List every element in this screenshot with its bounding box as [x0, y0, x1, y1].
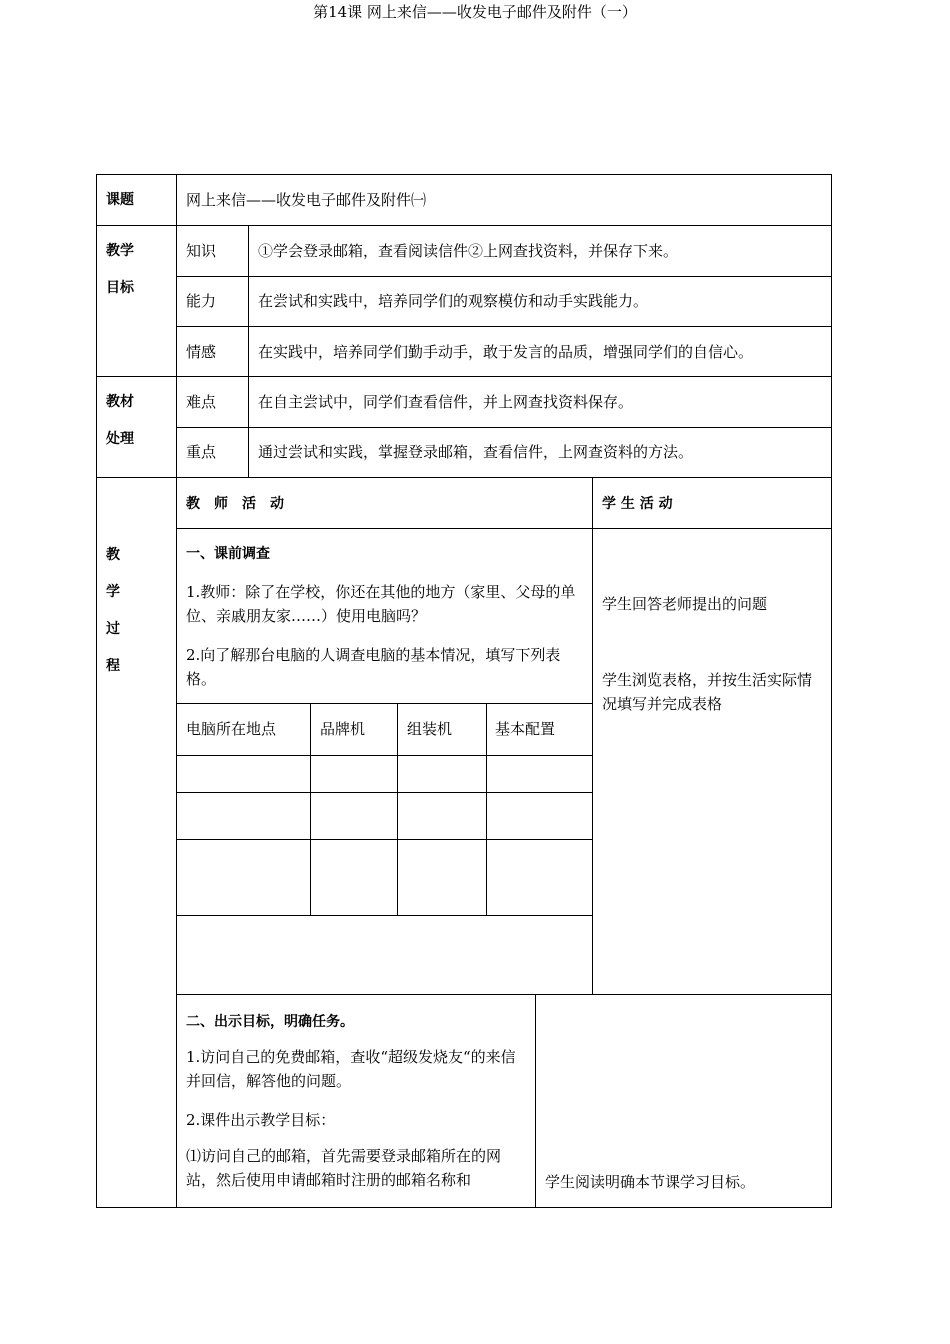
survey-row-divider	[176, 792, 592, 793]
survey-header: 电脑所在地点	[186, 720, 277, 738]
survey-col-divider	[486, 703, 487, 916]
student-activity-text: 学生回答老师提出的问题	[602, 595, 768, 613]
section1-paragraph: 2.向了解那台电脑的人调查电脑的基本情况，填写下列表格。	[186, 646, 561, 688]
sub-row-divider	[176, 326, 832, 327]
label-column-divider	[176, 174, 177, 1208]
survey-header: 组装机	[407, 720, 453, 738]
material-text-key-point: 通过尝试和实践，掌握登录邮箱，查看信件，上网查资料的方法。	[258, 443, 694, 461]
survey-col-divider	[397, 703, 398, 916]
topic-label: 课题	[106, 192, 134, 208]
page-title: 第14课 网上来信——收发电子邮件及附件（一）	[313, 3, 637, 21]
sub-row-divider	[176, 427, 832, 428]
table-border-left	[96, 174, 97, 1208]
section-divider	[176, 994, 832, 995]
goal-name-emotion: 情感	[186, 343, 217, 361]
table-border-bottom	[96, 1207, 832, 1208]
section2-paragraph: ⑴访问自己的邮箱，首先需要登录邮箱所在的网站，然后使用申请邮箱时注册的邮箱名称和	[186, 1147, 502, 1189]
table-border-right	[831, 174, 832, 1208]
survey-table-bottom	[176, 915, 592, 916]
process-label-char: 过	[106, 621, 120, 637]
goal-text-knowledge: ①学会登录邮箱，查看阅读信件②上网查找资料，并保存下来。	[258, 242, 679, 260]
survey-table-top	[176, 703, 592, 704]
survey-col-divider	[310, 703, 311, 916]
row-divider	[96, 225, 832, 226]
process-label-char: 教	[106, 547, 120, 563]
sub-row-divider	[176, 276, 832, 277]
header-divider	[176, 528, 832, 529]
process-label-char: 学	[106, 584, 120, 600]
material-label-2: 处理	[106, 431, 134, 447]
goals-label-2: 目标	[106, 280, 134, 296]
section2-heading: 二、出示目标，明确任务。	[186, 1014, 354, 1030]
survey-row-divider	[176, 755, 592, 756]
table-border-top	[96, 174, 832, 175]
section1-heading: 一、课前调查	[186, 546, 270, 562]
process-label-char: 程	[106, 658, 120, 674]
topic-value: 网上来信——收发电子邮件及附件㈠	[186, 191, 427, 209]
student-activity-text: 学生阅读明确本节课学习目标。	[545, 1173, 756, 1191]
material-label-1: 教材	[106, 394, 134, 410]
teacher-student-divider	[592, 477, 593, 995]
material-name-difficulty: 难点	[186, 393, 217, 411]
material-text-difficulty: 在自主尝试中，同学们查看信件，并上网查找资料保存。	[258, 393, 634, 411]
goal-text-emotion: 在实践中，培养同学们勤手动手，敢于发言的品质，增强同学们的自信心。	[258, 343, 754, 361]
row-divider	[96, 376, 832, 377]
sub-label-divider	[248, 225, 249, 478]
student-activity-header: 学 生 活 动	[602, 496, 673, 512]
section2-paragraph: 1.访问自己的免费邮箱，查收“超级发烧友“的来信并回信，解答他的问题。	[186, 1048, 516, 1090]
survey-header: 基本配置	[495, 720, 556, 738]
survey-row-divider	[176, 839, 592, 840]
goal-name-knowledge: 知识	[186, 242, 217, 260]
teacher-student-divider-2	[535, 994, 536, 1208]
goal-text-ability: 在尝试和实践中，培养同学们的观察模仿和动手实践能力。	[258, 292, 649, 310]
section2-paragraph: 2.课件出示教学目标：	[186, 1111, 336, 1129]
goals-label-1: 教学	[106, 243, 134, 259]
row-divider	[96, 477, 832, 478]
section1-paragraph: 1.教师：除了在学校，你还在其他的地方（家里、父母的单位、亲戚朋友家……）使用电脑吗？	[186, 583, 576, 625]
material-name-key-point: 重点	[186, 443, 217, 461]
survey-header: 品牌机	[320, 720, 366, 738]
student-activity-text: 学生浏览表格，并按生活实际情况填写并完成表格	[602, 671, 813, 713]
goal-name-ability: 能力	[186, 292, 217, 310]
teacher-activity-header: 教 师 活 动	[186, 496, 284, 512]
